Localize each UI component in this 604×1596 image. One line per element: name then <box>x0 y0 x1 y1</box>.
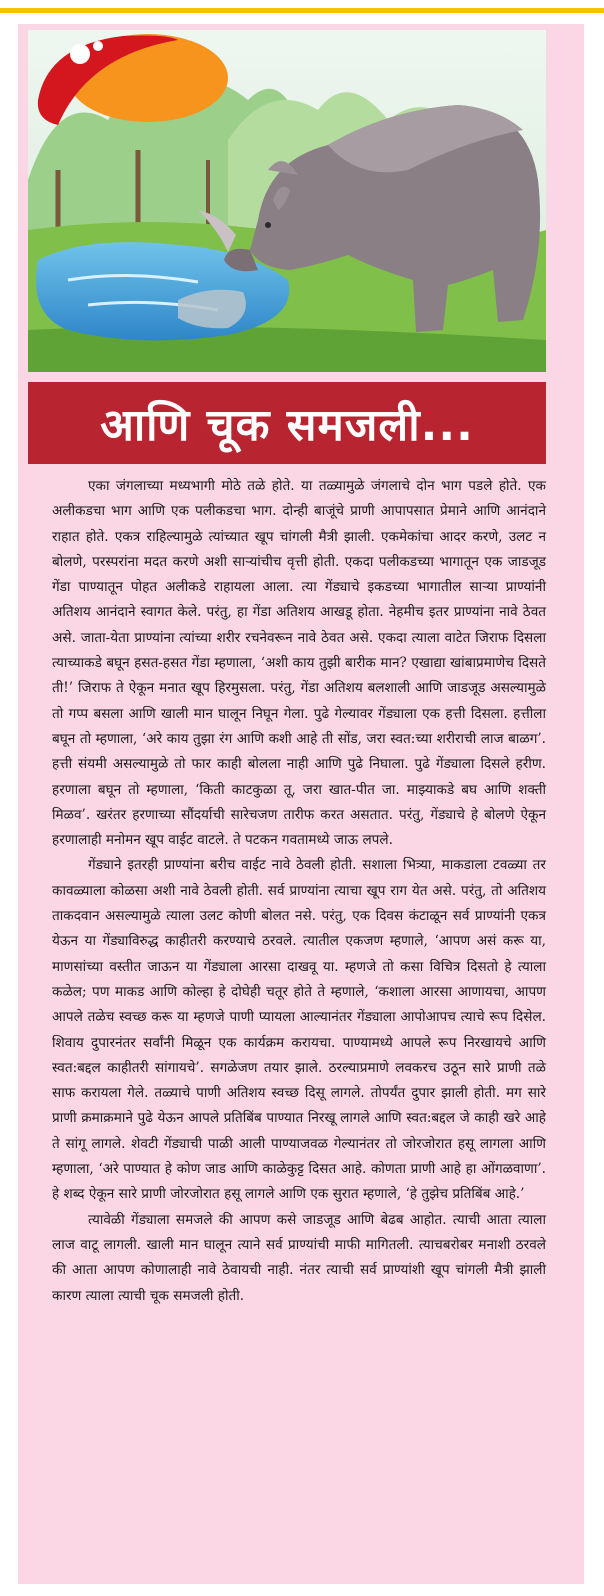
paragraph-2: गेंड्याने इतरही प्राण्यांना बरीच वाईट नावे ठेवली होती. सशाला भित्र्या, माकडाला टवळ्या तर कावळ्याला कोळसा अशी नावे ठेवली होती. सर्व प्राण्यांना त्याचा खूप राग येत असे. परंतु, तो अतिशय ताकदवान असल्यामुळे त्याला उलट कोणी बोलत नसे. परंतु, एक दिवस कंटाळून सर्व प्राण्यांनी एकत्र येऊन या गेंड्याविरुद्ध काहीतरी करण्याचे ठरवले. त्यातील एकजण म्हणाले, ‘आपण असं करू या, माणसांच्या वस्तीत जाऊन या गेंड्याला आरसा दाखवू या. म्हणजे तो कसा विचित्र दिसतो हे त्याला कळेल; पण माकड आणि कोल्हा हे दोघेही चतूर होते ते म्हणाले, ‘कशाला आरसा आणायचा, आपण आपले तळेच स्वच्छ करू या म्हणजे पाणी प्यायला आल्यानंतर गेंड्याला आपोआपच त्याचे रूप दिसेल. शिवाय दुपारनंतर सर्वांनी मिळून एक कार्यक्रम करायचा. पाण्यामध्ये आपले रूप निरखायचे आणि स्वत:बद्दल काहीतरी सांगायचे’. सगळेजण तयार झाले. ठरल्याप्रमाणे लवकरच उठून सारे प्राणी तळे साफ करायला गेले. तळ्याचे पाणी अतिशय स्वच्छ दिसू लागले. तोपर्यंत दुपार झाली होती. मग सारे प्राणी क्रमाक्रमाने पुढे येऊन आपले प्रतिबिंब पाण्यात निरखू लागले आणि स्वत:बद्दल जे काही खरे आहे ते सांगू लागले. शेवटी गेंड्याची पाळी आली पाण्याजवळ गेल्यानंतर तो जोरजोरात हसू लागला आणि म्हणाला, ‘अरे पाण्यात हे कोण जाड आणि काळेकुट्ट दिसत आहे. कोणता प्राणी आहे हा ओंगळवाणा’. हे शब्द ऐकून सारे प्राणी जोरजोरात हसू लागले आणि एक सुरात म्हणाले, ‘हे तुझेच प्रतिबिंब आहे.’ <box>52 857 546 1203</box>
title-band <box>28 382 546 464</box>
paragraph-3: त्यावेळी गेंड्याला समजले की आपण कसे जाडजूड आणि बेढब आहोत. त्याची आता त्याला लाज वाटू लागली. खाली मान घालून त्याने सर्व प्राण्यांची माफी मागितली. त्याचबरोबर मनाशी ठरवले की आता आपण कोणालाही नावे ठेवायची नाही. नंतर त्याची सर्व प्राण्यांशी खूप चांगली मैत्री झाली कारण त्याला त्याची चूक समजली होती. <box>52 1211 546 1304</box>
paragraph-1: एका जंगलाच्या मध्यभागी मोठे तळे होते. या तळ्यामुळे जंगलाचे दोन भाग पडले होते. एक अलीकडचा भाग आणि एक पलीकडचा भाग. दोन्ही बाजूंचे प्राणी आपापसात प्रेमाने आणि आनंदाने राहात होते. एकत्र राहिल्यामुळे त्यांच्यात खूप चांगली मैत्री झाली. एकमेकांचा आदर करणे, उलट न बोलणे, परस्परांना मदत करणे अशी साऱ्यांचीच वृत्ती होती. एकदा पलीकडच्या भागातून एक जाडजूड गेंडा पाण्यातून पोहत अलीकडे राहायला आला. त्या गेंड्याचे इकडच्या भागातील साऱ्या प्राण्यांनी अतिशय आनंदाने स्वागत केले. परंतु, हा गेंडा अतिशय आखडू होता. नेहमीच इतर प्राण्यांना नावे ठेवत असे. जाता-येता प्राण्यांना त्यांच्या शरीर रचनेवरून नावे ठेवत असे. एकदा त्याला वाटेत जिराफ दिसला त्याच्याकडे बघून हसत-हसत गेंडा म्हणाला, ‘अशी काय तुझी बारीक मान? एखाद्या खांबाप्रमाणेच दिसते ती!’ जिराफ ते ऐकून मनात खूप हिरमुसला. परंतु, गेंडा अतिशय बलशाली आणि जाडजूड असल्यामुळे तो गप्प बसला आणि खाली मान घालून निघून गेला. पुढे गेल्यावर गेंड्याला एक हत्ती दिसला. हत्तीला बघून तो म्हणाला, ‘अरे काय तुझा रंग आणि कशी आहे ती सोंड, जरा स्वत:च्या शरीराची लाज बाळग’. हत्ती संयमी असल्यामुळे तो फार काही बोलला नाही आणि पुढे निघाला. पुढे गेंड्याला दिसले हरीण. हरणाला बघून तो म्हणाला, ‘किती काटकुळा तू, जरा खात-पीत जा. माझ्याकडे बघ आणि शक्ती मिळव’. खरंतर हरणाच्या सौंदर्याची सारेचजण तारीफ करत असतात. परंतु, गेंड्याचे हे बोलणे ऐकून हरणालाही मनोमन खूप वाईट वाटले. ते पटकन गवतामध्ये जाऊ लपले. <box>52 478 546 849</box>
rhino-drinking-water-icon <box>28 30 546 372</box>
story-illustration <box>28 30 546 372</box>
story-text <box>52 474 546 1309</box>
top-accent-bar <box>0 8 604 13</box>
page-title: आणि चूक समजली... <box>100 400 474 451</box>
